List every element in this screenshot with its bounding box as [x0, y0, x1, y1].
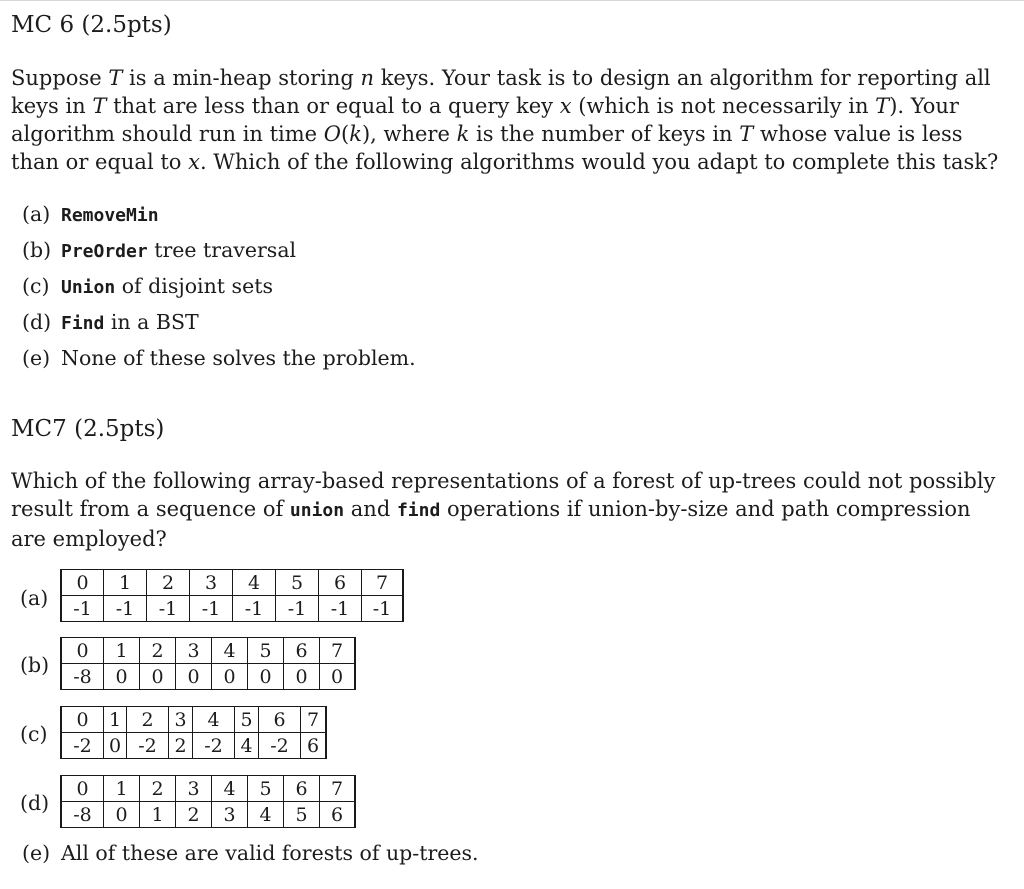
value-cell: -2: [127, 733, 169, 759]
index-cell: 7: [320, 776, 356, 802]
mc6-option-d: (d) Find in a BST: [22, 310, 199, 334]
value-cell: 0: [104, 733, 127, 759]
value-cell: -8: [61, 802, 104, 828]
value-cell: 0: [212, 664, 248, 690]
value-cell: -1: [276, 596, 319, 622]
mc6-option-a: (a) RemoveMin: [22, 202, 159, 226]
index-cell: 6: [284, 776, 320, 802]
mc6-line-4: than or equal to x. Which of the following algorithms would you adapt to complete this task?: [11, 150, 999, 174]
mc6-option-e: (e) None of these solves the problem.: [22, 346, 416, 370]
index-row: [61, 707, 326, 733]
index-cell: 2: [140, 638, 176, 664]
value-cell: -2: [61, 733, 104, 759]
value-row: [61, 802, 355, 828]
value-cell: -1: [190, 596, 233, 622]
value-cell: -1: [362, 596, 404, 622]
mc6-option-c: (c) Union of disjoint sets: [22, 274, 273, 298]
mc7-question: [11, 467, 996, 553]
value-cell: -1: [61, 596, 104, 622]
index-cell: 6: [259, 707, 301, 733]
array-table-d: [60, 775, 356, 828]
array-table-c: [60, 706, 327, 759]
value-cell: 6: [301, 733, 327, 759]
mc7-line-3: are employed?: [11, 527, 167, 551]
index-cell: 3: [176, 638, 212, 664]
value-cell: 2: [176, 802, 212, 828]
value-cell: 0: [248, 664, 284, 690]
value-cell: 4: [248, 802, 284, 828]
index-cell: 6: [319, 570, 362, 596]
index-cell: 5: [248, 638, 284, 664]
mc6-line-3: algorithm should run in time O(k), where k is the number of keys in T whose value is less: [11, 122, 963, 146]
value-cell: 0: [176, 664, 212, 690]
value-cell: -1: [147, 596, 190, 622]
value-cell: 0: [284, 664, 320, 690]
value-cell: 1: [140, 802, 176, 828]
index-cell: 4: [233, 570, 276, 596]
index-cell: 7: [320, 638, 356, 664]
index-cell: 2: [147, 570, 190, 596]
top-rule: [0, 0, 1024, 1]
table-b-label: (b): [20, 653, 50, 677]
value-cell: -1: [319, 596, 362, 622]
value-cell: -2: [193, 733, 235, 759]
mc7-line-1: Which of the following array-based representations of a forest of up-trees could not possibly: [11, 469, 996, 493]
value-cell: -1: [104, 596, 147, 622]
mc6-line-2: keys in T that are less than or equal to a query key x (which is not necessarily in T). Your: [11, 94, 959, 118]
index-row: [61, 776, 355, 802]
index-row: [61, 570, 403, 596]
value-cell: -8: [61, 664, 104, 690]
value-cell: 4: [235, 733, 259, 759]
index-cell: 1: [104, 638, 140, 664]
index-cell: 3: [190, 570, 233, 596]
table-a-label: (a): [20, 586, 49, 610]
mc6-title: MC 6 (2.5pts): [11, 12, 172, 38]
value-row: [61, 664, 355, 690]
table-c-label: (c): [20, 722, 48, 746]
index-cell: 1: [104, 570, 147, 596]
index-cell: 4: [212, 776, 248, 802]
index-cell: 4: [193, 707, 235, 733]
table-d-label: (d): [20, 791, 50, 815]
index-cell: 0: [61, 707, 104, 733]
value-cell: 0: [140, 664, 176, 690]
array-table-a: [60, 569, 404, 622]
mc6-question: [11, 64, 999, 176]
mc6-option-b: (b) PreOrder tree traversal: [22, 238, 297, 262]
value-cell: 6: [320, 802, 356, 828]
value-cell: 0: [320, 664, 356, 690]
index-cell: 0: [61, 776, 104, 802]
index-cell: 6: [284, 638, 320, 664]
value-cell: -1: [233, 596, 276, 622]
index-cell: 7: [301, 707, 327, 733]
value-cell: -2: [259, 733, 301, 759]
index-cell: 7: [362, 570, 404, 596]
value-cell: 0: [104, 664, 140, 690]
index-cell: 0: [61, 638, 104, 664]
index-cell: 4: [212, 638, 248, 664]
value-cell: 5: [284, 802, 320, 828]
index-cell: 5: [235, 707, 259, 733]
mc6-line-1: Suppose T is a min-heap storing n keys. Your task is to design an algorithm for reporting all: [11, 66, 991, 90]
index-cell: 1: [104, 707, 127, 733]
value-cell: 3: [212, 802, 248, 828]
mc7-option-e: (e) All of these are valid forests of up-trees.: [22, 841, 479, 865]
value-cell: 0: [104, 802, 140, 828]
index-cell: 3: [176, 776, 212, 802]
mc7-title: MC7 (2.5pts): [11, 416, 165, 442]
value-cell: 2: [169, 733, 193, 759]
mc7-line-2: result from a sequence of union and find operations if union-by-size and path compression: [11, 497, 971, 521]
index-cell: 5: [248, 776, 284, 802]
index-row: [61, 638, 355, 664]
index-cell: 1: [104, 776, 140, 802]
index-cell: 3: [169, 707, 193, 733]
value-row: [61, 733, 326, 759]
value-row: [61, 596, 403, 622]
array-table-b: [60, 637, 356, 690]
index-cell: 2: [140, 776, 176, 802]
index-cell: 5: [276, 570, 319, 596]
index-cell: 0: [61, 570, 104, 596]
index-cell: 2: [127, 707, 169, 733]
